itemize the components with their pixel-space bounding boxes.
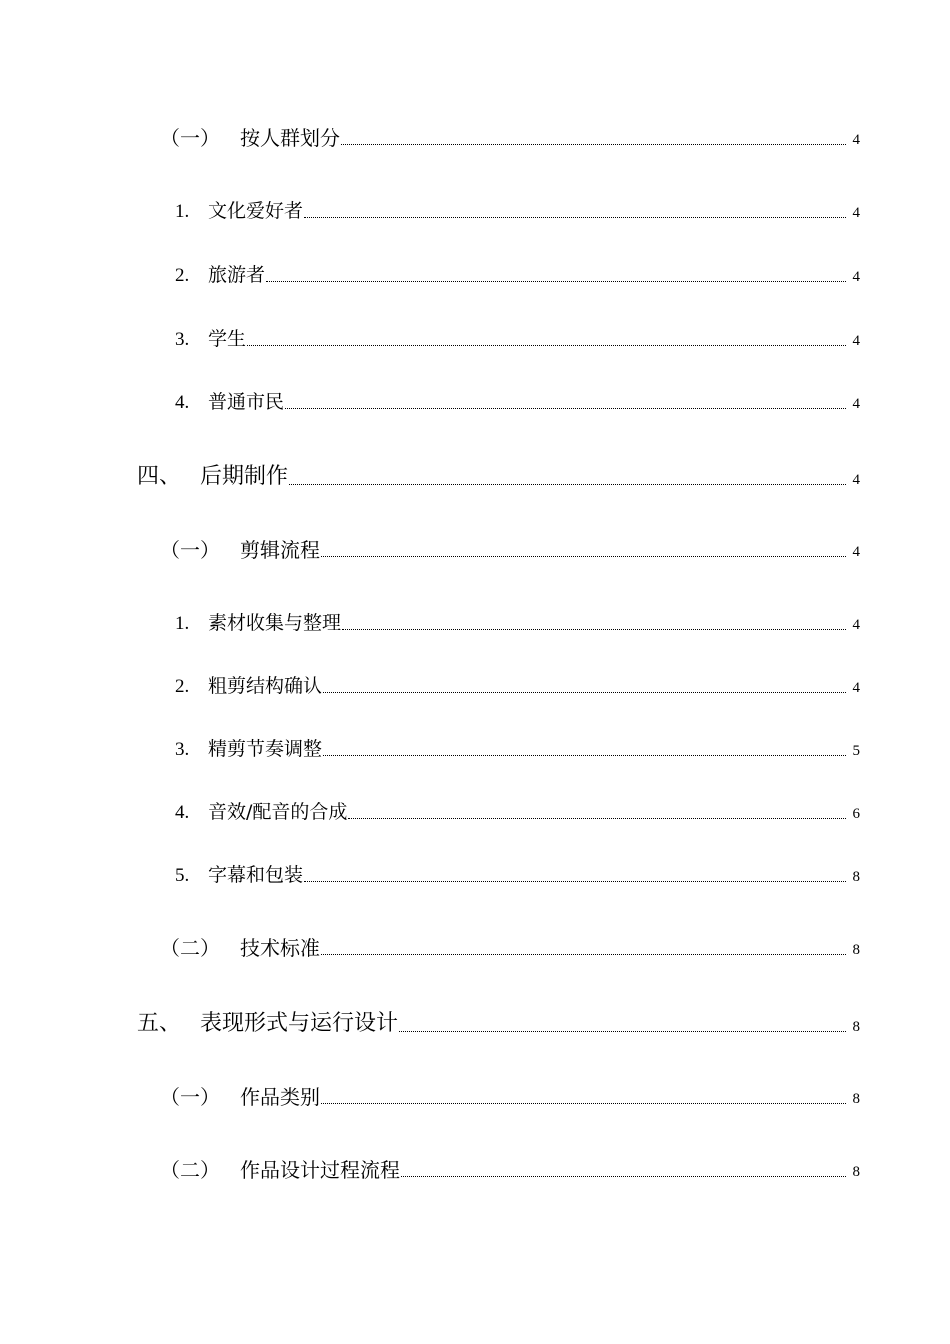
toc-entry-number: （一） bbox=[160, 1085, 220, 1109]
dot-leader bbox=[289, 484, 846, 485]
dot-leader bbox=[247, 345, 846, 346]
dot-leader bbox=[285, 408, 846, 409]
dot-leader bbox=[304, 881, 846, 882]
dot-leader bbox=[401, 1176, 846, 1177]
toc-entry-page: 4 bbox=[852, 333, 860, 349]
toc-entry[interactable] bbox=[175, 330, 860, 349]
toc-entry[interactable] bbox=[160, 1160, 860, 1180]
toc-entry[interactable] bbox=[175, 393, 860, 412]
toc-entry[interactable] bbox=[137, 1013, 860, 1035]
toc-entry-title: 后期制作 bbox=[200, 464, 289, 489]
toc-entry-title: 作品类别 bbox=[240, 1085, 320, 1109]
toc-entry-title: 剪辑流程 bbox=[240, 538, 320, 562]
toc-entry-page: 4 bbox=[852, 680, 860, 696]
toc-entry-number: 3. bbox=[175, 739, 190, 760]
toc-entry-page: 4 bbox=[852, 472, 860, 488]
toc-entry-page: 8 bbox=[852, 942, 860, 958]
toc-entry-title: 粗剪结构确认 bbox=[208, 675, 323, 697]
toc-entry[interactable] bbox=[175, 677, 860, 696]
toc-entry[interactable] bbox=[175, 266, 860, 285]
toc-entry[interactable] bbox=[175, 202, 860, 221]
dot-leader bbox=[266, 281, 846, 282]
toc-entry-number: （一） bbox=[160, 538, 220, 562]
toc-entry-title: 按人群划分 bbox=[240, 126, 340, 150]
dot-leader bbox=[304, 217, 846, 218]
toc-entry-title: 旅游者 bbox=[208, 264, 266, 286]
toc-entry[interactable] bbox=[175, 740, 860, 759]
toc-entry-page: 4 bbox=[852, 617, 860, 633]
toc-entry[interactable] bbox=[160, 540, 860, 560]
toc-entry-page: 5 bbox=[852, 743, 860, 759]
toc-entry-title: 素材收集与整理 bbox=[208, 612, 342, 634]
toc-entry[interactable] bbox=[160, 128, 860, 148]
toc-entry-page: 4 bbox=[852, 396, 860, 412]
toc-entry-page: 8 bbox=[852, 869, 860, 885]
toc-entry-number: 2. bbox=[175, 676, 190, 697]
toc-entry-number: 1. bbox=[175, 201, 190, 222]
toc-entry-title: 学生 bbox=[208, 328, 247, 350]
dot-leader bbox=[321, 1103, 846, 1104]
toc-entry-number: 1. bbox=[175, 613, 190, 634]
toc-entry-number: （二） bbox=[160, 936, 220, 960]
toc-entry-number: （一） bbox=[160, 126, 220, 150]
toc-entry-number: 3. bbox=[175, 329, 190, 350]
toc-entry-title: 技术标准 bbox=[240, 936, 320, 960]
toc-entry-title: 作品设计过程流程 bbox=[240, 1158, 400, 1182]
toc-entry-title: 表现形式与运行设计 bbox=[200, 1011, 399, 1036]
toc-entry[interactable] bbox=[160, 938, 860, 958]
toc-entry-page: 4 bbox=[852, 269, 860, 285]
toc-entry-page: 8 bbox=[852, 1091, 860, 1107]
toc-entry-title: 字幕和包装 bbox=[208, 864, 304, 886]
toc-entry-page: 8 bbox=[852, 1019, 860, 1035]
dot-leader bbox=[321, 954, 846, 955]
toc-entry-number: 5. bbox=[175, 865, 190, 886]
dot-leader bbox=[323, 755, 846, 756]
toc-entry[interactable] bbox=[175, 614, 860, 633]
toc-entry-number: 五、 bbox=[137, 1011, 182, 1036]
toc-entry-title: 音效/配音的合成 bbox=[208, 801, 348, 823]
toc-entry-page: 4 bbox=[852, 205, 860, 221]
dot-leader bbox=[399, 1031, 846, 1032]
dot-leader bbox=[323, 692, 846, 693]
dot-leader bbox=[342, 629, 846, 630]
toc-entry-page: 8 bbox=[852, 1164, 860, 1180]
toc-entry-number: （二） bbox=[160, 1158, 220, 1182]
toc-entry[interactable] bbox=[137, 466, 860, 488]
toc-entry-page: 6 bbox=[852, 806, 860, 822]
dot-leader bbox=[341, 144, 846, 145]
dot-leader bbox=[321, 556, 846, 557]
toc-entry-number: 4. bbox=[175, 392, 190, 413]
toc-entry-title: 文化爱好者 bbox=[208, 200, 304, 222]
toc-entry[interactable] bbox=[160, 1087, 860, 1107]
toc-entry-page: 4 bbox=[852, 132, 860, 148]
toc-entry-number: 四、 bbox=[137, 464, 182, 489]
toc-entry-page: 4 bbox=[852, 544, 860, 560]
dot-leader bbox=[348, 818, 846, 819]
toc-entry-number: 4. bbox=[175, 802, 190, 823]
toc-entry-number: 2. bbox=[175, 265, 190, 286]
toc-entry[interactable] bbox=[175, 803, 860, 822]
toc-entry[interactable] bbox=[175, 866, 860, 885]
toc-entry-title: 精剪节奏调整 bbox=[208, 738, 323, 760]
toc-entry-title: 普通市民 bbox=[208, 391, 285, 413]
